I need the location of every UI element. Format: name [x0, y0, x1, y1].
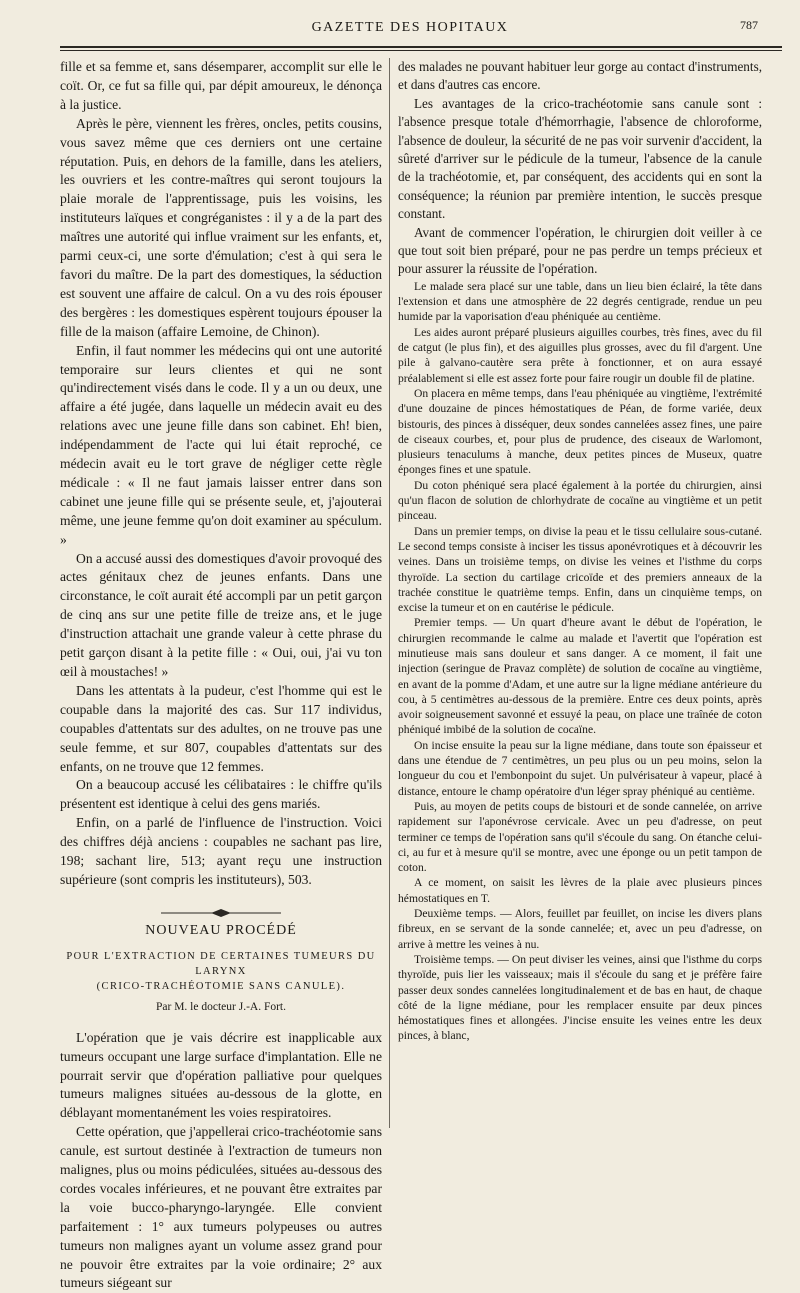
paragraph: Le malade sera placé sur une table, dans un lieu bien éclairé, la tête dans l'extension et dans une atmosphère de 22 degrés centigrade, rendue un peu humide par la vaporisation d'eau phéniquée au centième. [398, 279, 762, 324]
paragraph: Enfin, on a parlé de l'influence de l'instruction. Voici des chiffres déjà anciens : coupables ne sachant pas lire, 198; sachant lire, 513; ayant reçu une instruction supérieure (sont compris les instituteurs), 503. [60, 815, 382, 887]
article-title: NOUVEAU PROCÉDÉ [145, 922, 297, 938]
paragraph: Cette opération, que j'appellerai crico-trachéotomie sans canule, est surtout destinée à l'extraction de tumeurs non malignes, plus ou moins pédiculées, situées au-dessous des cordes vocales inférieures, et ne pouvant être extraites par la voie bucco-pharyngo-laryngée. Elle convient parfaitement : 1° aux tumeurs polypeuses ou autres tumeurs non malignes ayant un volume assez grand pour ne pouvoir être extraites par la voie ordinaire; 2° aux tumeurs siégeant sur [60, 1124, 382, 1291]
paragraph: A ce moment, on saisit les lèvres de la plaie avec plusieurs pinces hémostatiques en T. [398, 876, 762, 905]
paragraph: Enfin, il faut nommer les médecins qui ont une autorité temporaire sur leurs clientes et qui ne sont qu'indirectement visés dans le code. Il y a un ou deux, une affaire a été jugée, dans laquelle un médecin avait eu des relations avec une jeune fille dans son cabinet. Eh! bien, indépendamment de l'acte qui lui était reproché, ce médecin avait eu le tort grave de négliger cette règle médicale : « Il ne faut jamais laisser entrer dans son cabinet une jeune fille qui se présente seule, et, j'ajouterai même, une jeune femme qu'on doit examiner au spéculum. » [60, 342, 382, 547]
paragraph: On placera en même temps, dans l'eau phéniquée au vingtième, l'extrémité d'une douzaine de pinces hémostatiques de Péan, de forme variée, deux bistouris, des pinces à disséquer, deux sondes cannelées assez fines, une paire de ciseaux courbes, et, pour plus de prudence, des ciseaux de Warlomont, plusieurs tenaculums à manche, deux petites pinces de Museux, quatre éponges fines et une spatule. [398, 386, 762, 477]
journal-title: GAZETTE DES HOPITAUX [311, 20, 509, 35]
paragraph: On a beaucoup accusé les célibataires : le chiffre qu'ils présentent est identique à celui des gens mariés. [60, 777, 382, 812]
paragraph: Avant de commencer l'opération, le chirurgien doit veiller à ce que tout soit bien préparé, pour ne pas perdre un temps précieux et pour assurer la réussite de l'opération. [398, 224, 762, 277]
header-rule-thin [60, 50, 782, 51]
paragraph: Troisième temps. — On peut diviser les veines, ainsi que l'isthme du corps thyroïde, puis lier les vaisseaux; mais il s'écoule du sang et je préfère faire passer deux sondes cannelées longitudinalement et de bas en haut, de chaque côté de la ligne médiane, pour les remplacer ensuite par deux pinces hémostatiques fines et allongées. J'incise ensuite les veines entre les deux pinces, à blanc, [398, 952, 762, 1043]
paragraph: Les aides auront préparé plusieurs aiguilles courbes, très fines, avec du fil de catgut (le plus fin), et des aiguilles plus grosses, avec du fil d'argent. Une pile à galvano-cautère sera prête à fonctionner, et on aura essayé préalablement si elle est assez forte pour faire rougir un double fil de platine. [398, 325, 762, 385]
paragraph: On incise ensuite la peau sur la ligne médiane, dans toute son épaisseur et dans une étendue de 7 centimètres, un peu plus ou un peu moins, selon la longueur du cou et l'embonpoint du sujet. Un pulvérisateur à vapeur, placé à distance, entoure le champ opératoire d'un léger spray phéniqué au centième. [398, 738, 762, 798]
paragraph: des malades ne pouvant habituer leur gorge au contact d'instruments, et dans d'autres cas encore. [398, 59, 762, 93]
ornament-rule-icon [161, 909, 281, 917]
paragraph: Les avantages de la crico-trachéotomie sans canule sont : l'absence presque totale d'hémorrhagie, l'absence de chloroforme, l'absence de douleur, la sécurité de ne pas voir survenir d'accident, la sûreté d'arriver sur le pédicule de la tumeur, l'absence de la canule de la trachéotomie, et, par conséquent, des accidents qui en sont la conséquence; la réunion par première intention, le succès presque constant. [398, 95, 762, 222]
paragraph: Premier temps. — Un quart d'heure avant le début de l'opération, le chirurgien recommande le calme au malade et l'avertit que l'opération est minutieuse mais sans douleur et sans danger. A ce moment, il fait une injection (seringue de Pravaz complète) de solution de cocaïne au vingtième, en avant de la pomme d'Adam, et une autre sur la ligne médiane antérieure du cou, à 5 centimètres au-dessous de la première. Entre ces deux points, après avoir soigneusement savonné et essuyé la peau, on place une traînée de coton phéniqué imbibé de la solution de cocaïne. [398, 616, 762, 737]
page-header [60, 18, 760, 44]
paragraph: Dans les attentats à la pudeur, c'est l'homme qui est le coupable dans la majorité des cas. Sur 117 individus, coupables d'attentats sur des adultes, on ne trouve pas une seule femme, et sur 807, coupables d'attentats sur des enfants, on ne trouve que 12 femmes. [60, 682, 382, 774]
header-rule-thick [60, 46, 782, 48]
paragraph: Du coton phéniqué sera placé également à la portée du chirurgien, ainsi qu'un flacon de solution de chlorhydrate de cocaïne au vingtième et un petit pinceau. [398, 478, 762, 523]
page-number: 787 [740, 18, 758, 32]
paragraph: Dans un premier temps, on divise la peau et le tissu cellulaire sous-cutané. Le second temps consiste à inciser les tissus aponévrotiques et à découvrir les veines. Dans un troisième temps, on divise les veines et l'isthme du corps thyroïde. La section du cartilage cricoïde et des premiers anneaux de la trachée constitue le quatrième temps. Enfin, dans un cinquième temps, on excise la tumeur et on en cautérise le pédicule. [398, 524, 762, 615]
right-column [398, 58, 762, 1158]
section-ornament [60, 904, 382, 912]
left-column [60, 58, 382, 1291]
article-subtitle: (CRICO-TRACHÉOTOMIE SANS CANULE). [96, 980, 346, 992]
article-byline: Par M. le docteur J.-A. Fort. [156, 1000, 286, 1013]
paragraph: L'opération que je vais décrire est inapplicable aux tumeurs occupant une large surface d'implantation. Elle ne pourrait servir que d'opération palliative pour quelques tumeurs malignes situées au-dessous de la glotte, en déblayant momentanément les voies respiratoires. [60, 1029, 382, 1121]
paragraph: Puis, au moyen de petits coups de bistouri et de sonde cannelée, on arrive rapidement sur l'aponévrose cervicale. Avec un peu d'adresse, on peut terminer ce temps de l'opération sans qu'il s'écoule du sang. On étanche celui-ci, au fur et à mesure qu'il se montre, avec une éponge ou un petit tampon de coton. [398, 799, 762, 875]
column-divider [389, 58, 390, 1128]
paragraph: Deuxième temps. — Alors, feuillet par feuillet, on incise les divers plans fibreux, en se servant de la sonde cannelée; et, avec un peu d'adresse, on arrive à mettre les veines à nu. [398, 907, 762, 951]
article-subtitle: POUR L'EXTRACTION DE CERTAINES TUMEURS DU LARYNX [66, 950, 376, 977]
paragraph: On a accusé aussi des domestiques d'avoir provoqué des actes génitaux chez de jeunes enfants. Dans une circonstance, le coït aurait été accompli par un petit garçon de cinq ans sur une petite fille de treize ans, et le juge d'instruction attachait une grande valeur à cette phrase du petit garçon disant à la petite fille : « Oui, oui, j'ai vu ton œil à moustaches! » [60, 550, 382, 679]
paragraph: Après le père, viennent les frères, oncles, petits cousins, vous savez même que ces derniers ont une certaine réputation. Puis, en dehors de la famille, dans les ateliers, les ouvriers et les contre-maîtres qui seront toujours la plaie morale de l'apprentissage, puis les voisins, les instituteurs laïques et congréganistes : il y a de la part des maîtres une autorité qui influe vraiment sur les enfants, et, parmi ceux-ci, une sorte d'émulation; c'est à qui sera le favori du maître. De la part des domestiques, la séduction est souvent une affaire de calcul. On a vu des rois épouser des bergères : les domestiques espèrent toujours épouser la fille de la maison (affaire Lemoine, de Chinon). [60, 115, 382, 339]
paragraph: fille et sa femme et, sans désemparer, accomplit sur elle le coït. Or, ce fut sa fille qui, par dépit amoureux, le dénonça à la justice. [60, 59, 382, 112]
